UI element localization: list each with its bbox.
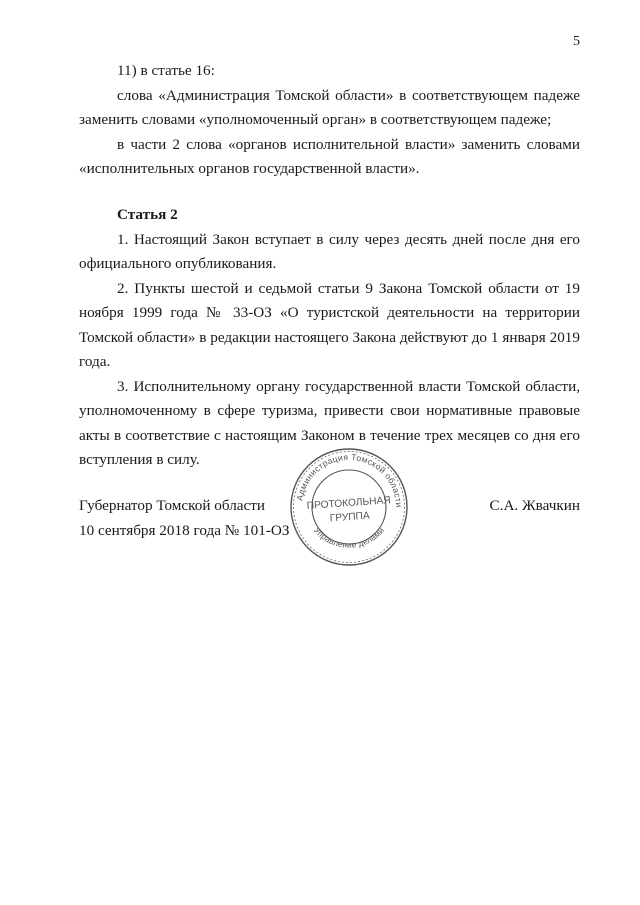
signatory-position: Губернатор Томской области bbox=[79, 497, 266, 514]
amendment-paragraph-2: в части 2 слова «органов исполнительной власти» заменить словами «исполнительных органов государственной власти». bbox=[79, 135, 580, 177]
signature-block bbox=[79, 494, 289, 543]
amendment-paragraph-1: слова «Администрация Томской области» в соответствующем падеже заменить словами «уполномоченный орган» в соответствующем падеже; bbox=[79, 86, 580, 128]
stamp-bottom-text: Управление делами bbox=[311, 525, 387, 550]
official-stamp bbox=[288, 446, 410, 568]
stamp-center-line-2: ГРУППА bbox=[329, 510, 371, 525]
signatory-name: С.А. Жвачкин bbox=[489, 497, 580, 514]
article-paragraph-1: 1. Настоящий Закон вступает в силу через десять дней после дня его официального опубликования. bbox=[79, 230, 580, 272]
svg-text:Управление делами bbox=[312, 525, 386, 550]
article-paragraph-3: 3. Исполнительному органу государственной власти Томской области, уполномоченному в сфере туризма, привести свои нормативные правовые акты в соответствие с настоящим Законом в течение трех месяцев со дня его вступления в силу. bbox=[79, 377, 580, 468]
page-number: 5 bbox=[573, 34, 580, 49]
amendment-section bbox=[79, 59, 580, 182]
item-label: 11) в статье 16: bbox=[117, 62, 215, 79]
law-date-number: 10 сентября 2018 года № 101-ОЗ bbox=[79, 521, 290, 539]
article-paragraph-2: 2. Пункты шестой и седьмой статьи 9 Закона Томской области от 19 ноября 1999 года № 33-ОЗ «О туристской деятельности на территории Томской области» в редакции настоящего Закона действуют до 1 января 2019 года. bbox=[79, 279, 580, 370]
article-2-section bbox=[79, 203, 580, 473]
article-heading: Статья 2 bbox=[117, 206, 178, 223]
stamp-center-line-1: ПРОТОКОЛЬНАЯ bbox=[306, 495, 392, 512]
stamp-ring-text: Администрация Томской области bbox=[294, 451, 405, 508]
stamp-seal-icon bbox=[288, 446, 410, 568]
